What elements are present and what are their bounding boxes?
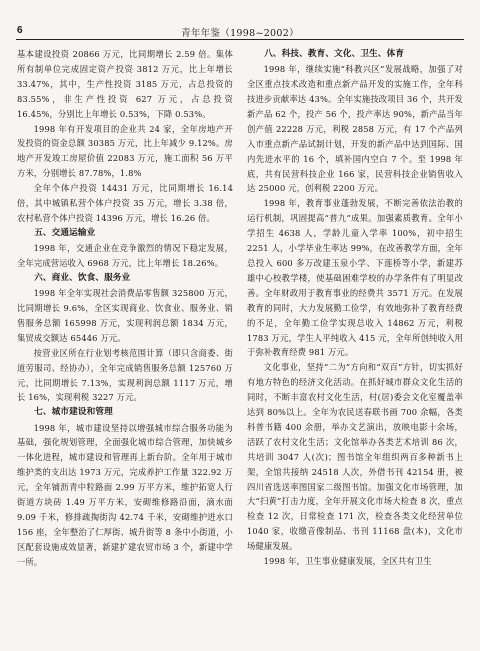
paragraph: 文化事业，坚持“二为”方向和“双百”方针，切实抓好有地方特色的经济文化活动。在抓好城市群众文化生活的同时，不断丰富农村文化生活，村(居)委会文化室覆盖率达到 80%以上。全年为农民送春联书画 700 余幅，各类科普书籍 400 余册，举办文艺演出，放映电影十余场，活跃了农村文化生活；文化馆举办各类艺术培训 86 次，共培训 3047 人(次)；图书馆全年组织两百多种新书上架，全馆共接纳 24518 人次，外借书刊 42154 册，被四川省选送率图国家二级图书馆。加强文化市场管理，加大“扫黄”打击力度，全年开展文化市场大检查 8 次，重点检查 12 次，日常检查 171 次，检查各类文化经营单位 1040 家，收缴音像制品、书刊 11168 盘(本)，文化市场健康发展。: [247, 362, 463, 552]
header-rule: [16, 39, 464, 40]
paragraph: 1998 年，继续实施“科教兴区”发展战略，加强了对全区重点技术改造和重点新产品开发的实施工作，全年科技进步贡献率达 43%。全年实施技改项目 36 个，共开发新产品 62 个，投产 56 个，投产率达 90%，新产品当年创产值 22228 万元，利税 2858 万元，有 17 个产品列入市重点新产品试制计划，开发的新产品中达到国际、国内先进水平的 16 个，填补国内空白 7 个。至 1998 年底，共有民营科技企业 166 家，民营科技企业销售收入达 25000 元，创利税 2200 万元。: [247, 64, 463, 194]
paragraph: 按营业区所在行业划考核范围计算（即只含商委、街道劳服司、经协办），全年完成销售服务总额 125760 万元，比同期增长 7.13%，实现利润总额 1117 万元，增长 16%，实现利税 3227 万元。: [17, 347, 233, 403]
page-number: 6: [17, 25, 23, 36]
paragraph: 1998 年，教育事业蓬勃发展，不断完善依法治教的运行机制，巩固提高“普九”成果。加强素质教育。全年小学招生 4638 人，学龄儿童入学率 100%，初中招生 2251 人，小学毕业生率达 99%，在改善教学方面，全年总投入 600 多万改建玉泉小学、下莲桥等小学，新建苏雄中心校教学楼，使基础困难学校的办学条件有了明显改善。全年财政用于教育事业的经费共 3571 万元。在发展教育的同时，大力发展勤工俭学，有效地弥补了教育经费的不足，全年勤工俭学实现总收入 14862 万元，利税 1783 万元，学生人平纯收入 415 元，全年所创纯收入用于弥补教育经费 981 万元。: [247, 198, 463, 358]
paragraph: 1998 年，交通企业在竞争激烈的情况下稳定发展，全年完成营运收入 6968 万元，比上年增长 18.26%。: [17, 243, 233, 268]
paragraph: 1998 年全年实现社会消费品零售额 325800 万元，比同期增长 9.6%，全区实现商业、饮食业、服务业、销售服务总额 165998 万元，实现利润总额 1834 万元，集贸成交额达 65446 万元。: [17, 288, 233, 343]
right-column: [247, 47, 463, 569]
paragraph: 1998 年，卫生事业健康发展，全区共有卫生: [263, 556, 432, 567]
section-heading: 七、城市建设和管理: [34, 407, 113, 418]
paragraph: 基本建设投资 20866 万元，比同期增长 2.59 倍。集体所有制单位完成固定资产投资 3812 万元，比上年增长 33.47%，其中，生产性投资 3185 万元，占总投资的 83.55%，非生产性投资 627 万元，占总投资 16.45%，分别比上年增长 0.53%，下降 0.53%。: [17, 49, 233, 119]
section-heading: 六、商业、饮食、服务业: [34, 272, 131, 283]
page-header: [0, 0, 480, 38]
section-heading: 八、科技、教育、文化、卫生、体育: [264, 49, 405, 59]
paragraph: 全年个体户投资 14431 万元，比同期增长 16.14 倍，其中城镇私营个体户投资 35 万元，增长 3.38 倍，农村私营个体户投资 14396 万元，增长 16.26 倍。: [17, 183, 233, 223]
paragraph: 1998 年有开发项目的企业共 24 家，全年房地产开发投资的资金总额 30385 万元，比上年减少 9.12%。房地产开发竣工房屋价值 22083 万元，施工面积 56 万平方米，分别增长 87.78%，1.8%: [17, 123, 233, 179]
section-heading: 五、交通运输业: [34, 227, 96, 238]
left-column: [17, 47, 233, 570]
paragraph: 1998 年，城市建设坚持以增强城市综合服务功能为基础，强化规划管理，全面强化城市综合管理，加快城乡一体化进程，城市建设和管理再上新台阶。全年用于城市维护类的支出达 1973 万元，完成养护工作量 322.92 万元，全年铺沥青中粒路面 2.99 万平方米，维护拓宽人行街道方块砖 1.49 万平方米，安砌维修路沿面，滴水面 9.09 千米，修排疏掏街沟 42.74 千米，安砌维护进水口 156 座，全年整治了仁厚街、城升街等 8 条中小街道，小区配套设施成效显著，新建扩建农贸市场 3 个，新建中学一所。: [17, 422, 233, 567]
running-title: 青年年鉴（1998~2002）: [181, 28, 299, 39]
